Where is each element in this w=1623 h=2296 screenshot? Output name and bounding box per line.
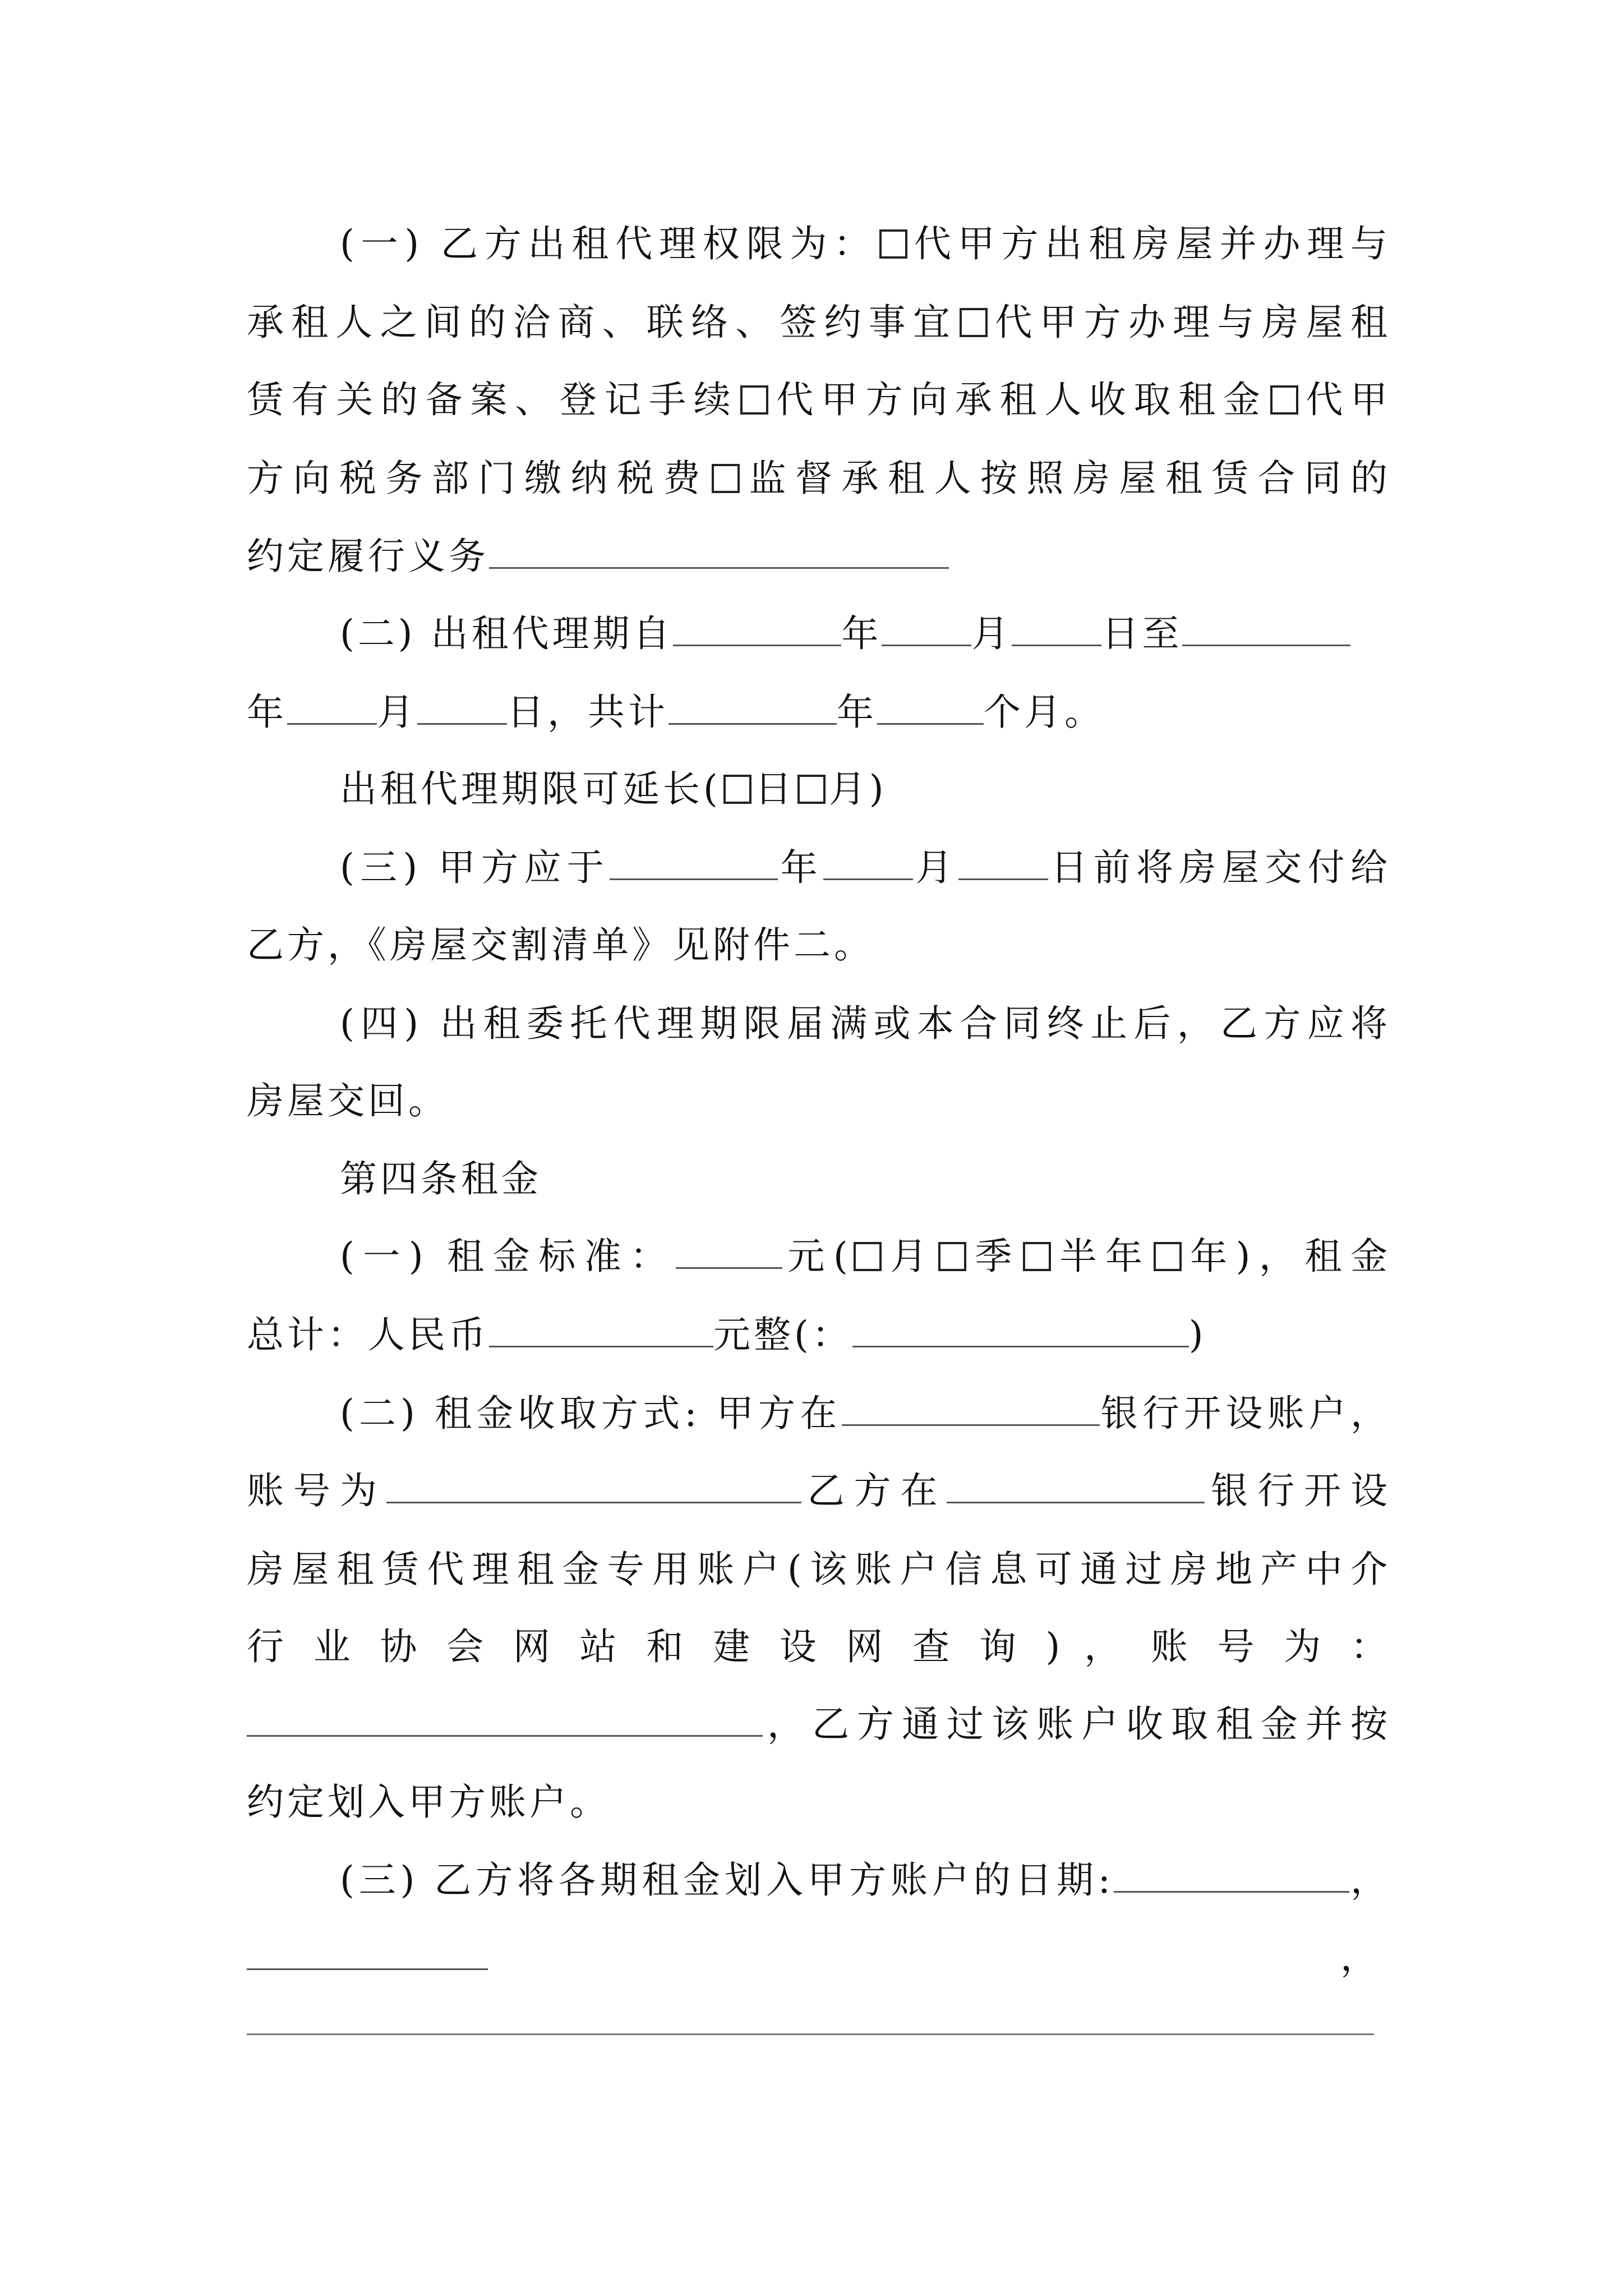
- clause-3-3-line-2: [247, 917, 1391, 973]
- blank-handover-day[interactable]: [958, 844, 1048, 880]
- clause-3-1-line-1: [340, 216, 1391, 272]
- blank-total-months[interactable]: [877, 688, 984, 725]
- text-segment: 行 业 协 会 网 站 和 建 设 网 查 询 ) ， 账 号 为 ：: [247, 1625, 1391, 1668]
- checkbox-collect-rent[interactable]: [740, 385, 768, 415]
- text-segment: 年: [778, 846, 824, 889]
- blank-end-month[interactable]: [287, 688, 377, 725]
- checkbox-rent-quarter[interactable]: [938, 1242, 966, 1271]
- clause-3-2-extension: [340, 761, 1391, 817]
- text-segment: 监督承租人按照房屋租赁合同的: [743, 457, 1391, 500]
- clause-4-2-line-5: [247, 1696, 1391, 1752]
- checkbox-rent-half-year[interactable]: [1023, 1242, 1051, 1271]
- clause-4-1-line-1: [340, 1228, 1391, 1285]
- blank-party-b-account[interactable]: [247, 1700, 763, 1737]
- clause-4-2-line-4: [247, 1619, 1391, 1675]
- text-segment: (二) 出租代理期自: [340, 612, 674, 655]
- text-segment: 方向税务部门缴纳税费: [247, 457, 709, 500]
- blank-rent-total[interactable]: [489, 1311, 713, 1347]
- clause-3-2-line-1: [340, 606, 1391, 662]
- text-segment: ，: [1349, 1858, 1391, 1902]
- text-segment: 承租人之间的洽商、联络、签约事宜: [247, 301, 958, 344]
- clause-4-2-line-2: [247, 1463, 1391, 1519]
- text-segment: 第四条租金: [340, 1157, 542, 1200]
- text-segment: 个月。: [984, 691, 1105, 734]
- text-segment: 日: [754, 767, 795, 811]
- text-segment: 乙方，《房屋交割清单》见附件二。: [247, 923, 874, 967]
- text-segment: 年: [841, 612, 882, 655]
- text-segment: 日前将房屋交付给: [1048, 846, 1391, 889]
- text-segment: 日，共计: [507, 691, 668, 734]
- text-segment: 赁有关的备案、登记手续: [247, 378, 739, 421]
- text-segment: 代甲: [1301, 378, 1391, 421]
- checkbox-rent-month[interactable]: [854, 1242, 882, 1271]
- text-segment: 房屋交回。: [247, 1079, 449, 1122]
- text-segment: 月: [377, 691, 417, 734]
- text-segment: 约定划入甲方账户。: [247, 1780, 610, 1824]
- text-segment: 月: [884, 1235, 936, 1278]
- text-segment: 年: [837, 691, 877, 734]
- text-segment: ，: [1340, 1936, 1381, 1979]
- clause-3-4-line-1: [340, 996, 1391, 1052]
- text-segment: (三) 甲方应于: [340, 846, 610, 889]
- text-segment: 银行开设账户，: [1099, 1392, 1391, 1435]
- blank-other-authority[interactable]: [489, 532, 949, 569]
- text-segment: 账号为: [247, 1469, 386, 1512]
- blank-party-a-account[interactable]: [386, 1467, 801, 1503]
- checkbox-supervise-tenant[interactable]: [712, 464, 740, 493]
- blank-transfer-date-2[interactable]: [247, 1934, 488, 1970]
- blank-rent-total-words[interactable]: [852, 1311, 1189, 1347]
- text-segment: 银行开设: [1205, 1469, 1391, 1512]
- text-segment: 月: [913, 846, 958, 889]
- blank-start-year[interactable]: [673, 610, 841, 646]
- text-segment: 代甲方出租房屋并办理与: [911, 222, 1391, 265]
- clause-3-4-line-2: [247, 1073, 1391, 1129]
- blank-total-years[interactable]: [668, 688, 837, 725]
- text-segment: 季: [969, 1235, 1021, 1278]
- text-segment: (四) 出租委托代理期限届满或本合同终止后，乙方应将: [340, 1002, 1391, 1045]
- text-segment: 元(: [782, 1235, 851, 1278]
- clause-3-1-line-4: [247, 450, 1391, 507]
- blank-handover-year[interactable]: [610, 844, 778, 880]
- blank-end-day[interactable]: [417, 688, 507, 725]
- clause-4-3-line-1: [340, 1852, 1391, 1908]
- checkbox-extend-day[interactable]: [723, 775, 751, 804]
- clause-3-1-line-2: [247, 295, 1391, 351]
- checkbox-lease-negotiation[interactable]: [879, 229, 907, 259]
- article-4-heading: [340, 1151, 1391, 1207]
- clause-4-2-line-6: [247, 1774, 1391, 1830]
- text-segment: 月: [971, 612, 1012, 655]
- text-segment: ，乙方通过该账户收取租金并按: [763, 1703, 1391, 1746]
- blank-party-a-bank[interactable]: [842, 1389, 1100, 1426]
- text-segment: 半年: [1054, 1235, 1151, 1278]
- clause-4-2-line-1: [340, 1386, 1391, 1442]
- text-segment: 乙方在: [801, 1469, 947, 1512]
- blank-party-b-bank[interactable]: [947, 1467, 1205, 1503]
- text-segment: 总计：人民币: [247, 1313, 489, 1356]
- checkbox-rent-year[interactable]: [1154, 1242, 1182, 1271]
- text-segment: ): [1188, 1313, 1207, 1356]
- text-segment: 出租代理期限可延长(: [340, 767, 721, 811]
- text-segment: 月): [828, 767, 887, 811]
- text-segment: (二) 租金收取方式: 甲方在: [340, 1392, 842, 1435]
- text-segment: 约定履行义务: [247, 535, 489, 578]
- blank-start-month[interactable]: [882, 610, 971, 646]
- text-segment: (三) 乙方将各期租金划入甲方账户的日期:: [340, 1858, 1114, 1902]
- blank-transfer-date-3[interactable]: [247, 2033, 1374, 2035]
- text-segment: 日至: [1101, 612, 1183, 655]
- blank-handover-month[interactable]: [823, 844, 913, 880]
- clause-3-3-line-1: [340, 840, 1391, 896]
- text-segment: 元整(：: [713, 1313, 852, 1356]
- blank-start-day[interactable]: [1012, 610, 1101, 646]
- checkbox-pay-taxes[interactable]: [1270, 385, 1298, 415]
- text-segment: (一) 乙方出租代理权限为：: [340, 222, 878, 265]
- blank-transfer-date-1[interactable]: [1114, 1856, 1349, 1893]
- clause-3-1-line-3: [247, 372, 1391, 428]
- clause-4-3-line-2: [247, 1930, 1391, 1986]
- blank-rent-amount[interactable]: [676, 1232, 782, 1269]
- text-segment: 代甲方办理与房屋租: [991, 301, 1391, 344]
- text-segment: 房屋租赁代理租金专用账户(该账户信息可通过房地产中介: [247, 1548, 1391, 1591]
- checkbox-extend-month[interactable]: [797, 775, 826, 804]
- text-segment: 年)，租金: [1184, 1235, 1391, 1278]
- checkbox-registration[interactable]: [960, 308, 988, 337]
- clause-3-1-line-5: [247, 528, 1391, 585]
- clause-4-1-line-2: [247, 1307, 1391, 1363]
- text-segment: 年: [247, 691, 287, 734]
- blank-end-year[interactable]: [1182, 610, 1350, 646]
- clause-3-2-line-2: [247, 684, 1391, 740]
- text-segment: (一) 租金标准：: [340, 1235, 676, 1278]
- text-segment: 代甲方向承租人收取租金: [772, 378, 1268, 421]
- clause-4-2-line-3: [247, 1542, 1391, 1598]
